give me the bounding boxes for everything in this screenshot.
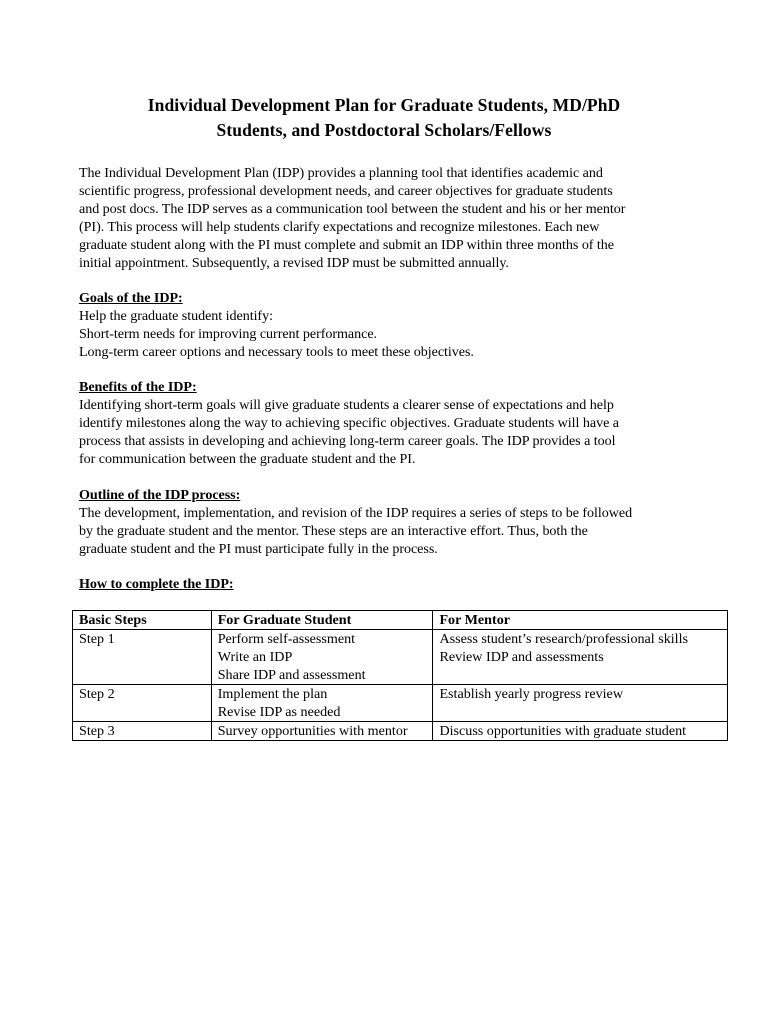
student-task: Survey opportunities with mentor <box>217 723 408 739</box>
student-task: Perform self-assessment <box>217 631 356 647</box>
table-row <box>73 630 728 685</box>
student-cell <box>211 630 433 685</box>
mentor-cell <box>433 685 728 722</box>
intro-line: graduate student along with the PI must complete and submit an IDP within three months of the <box>79 237 614 253</box>
intro-line: The Individual Development Plan (IDP) provides a planning tool that identifies academic and <box>79 165 603 181</box>
step-cell: Step 2 <box>73 685 212 722</box>
outline-heading: Outline of the IDP process: <box>79 487 241 503</box>
outline-section <box>79 486 709 558</box>
benefits-line: for communication between the graduate student and the PI. <box>79 451 416 467</box>
goals-line: Help the graduate student identify: <box>79 308 273 324</box>
outline-line: by the graduate student and the mentor. These steps are an interactive effort. Thus, both the <box>79 523 588 539</box>
column-header-basic-steps: Basic Steps <box>73 611 212 630</box>
benefits-heading: Benefits of the IDP: <box>79 379 197 395</box>
mentor-task: Establish yearly progress review <box>439 686 623 702</box>
document-title <box>60 93 708 143</box>
intro-paragraph <box>79 164 709 272</box>
title-line-2: Students, and Postdoctoral Scholars/Fellows <box>216 120 552 140</box>
goals-line: Long-term career options and necessary tools to meet these objectives. <box>79 344 474 360</box>
student-cell <box>211 685 433 722</box>
intro-line: (PI). This process will help students clarify expectations and recognize milestones. Each new <box>79 219 600 235</box>
mentor-task: Review IDP and assessments <box>439 649 604 665</box>
benefits-line: Identifying short-term goals will give graduate students a clearer sense of expectations and help <box>79 397 614 413</box>
outline-line: The development, implementation, and revision of the IDP requires a series of steps to be followed <box>79 505 633 521</box>
column-header-graduate-student: For Graduate Student <box>211 611 433 630</box>
student-task: Implement the plan <box>217 686 328 702</box>
benefits-line: identify milestones along the way to achieving specific objectives. Graduate students will have a <box>79 415 619 431</box>
student-task: Revise IDP as needed <box>217 704 341 720</box>
intro-line: and post docs. The IDP serves as a communication tool between the student and his or her mentor <box>79 201 626 217</box>
student-cell <box>211 722 433 741</box>
benefits-line: process that assists in developing and achieving long-term career goals. The IDP provides a tool <box>79 433 616 449</box>
how-to-heading: How to complete the IDP: <box>79 576 234 592</box>
step-cell: Step 1 <box>73 630 212 685</box>
step-cell: Step 3 <box>73 722 212 741</box>
outline-line: graduate student and the PI must participate fully in the process. <box>79 541 438 557</box>
idp-steps-table <box>72 610 728 741</box>
table-row <box>73 685 728 722</box>
mentor-task: Assess student’s research/professional skills <box>439 631 688 647</box>
how-to-section <box>79 575 709 593</box>
mentor-task: Discuss opportunities with graduate student <box>439 723 687 739</box>
column-header-mentor: For Mentor <box>433 611 728 630</box>
benefits-section <box>79 378 709 468</box>
table-row <box>73 722 728 741</box>
student-task: Share IDP and assessment <box>217 667 366 683</box>
mentor-cell <box>433 630 728 685</box>
goals-section <box>79 289 709 361</box>
student-task: Write an IDP <box>217 649 293 665</box>
mentor-cell <box>433 722 728 741</box>
intro-line: scientific progress, professional development needs, and career objectives for graduate students <box>79 183 613 199</box>
goals-line: Short-term needs for improving current performance. <box>79 326 378 342</box>
intro-line: initial appointment. Subsequently, a revised IDP must be submitted annually. <box>79 255 509 271</box>
goals-heading: Goals of the IDP: <box>79 290 183 306</box>
table-header-row <box>73 611 728 630</box>
title-line-1: Individual Development Plan for Graduate Students, MD/PhD <box>147 95 621 115</box>
